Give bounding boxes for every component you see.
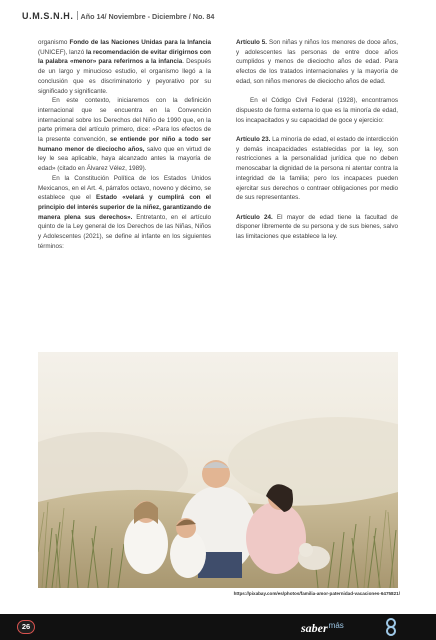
bold-run: Estado «velará y cumplirá con el principio del interés superior de la niñez, garantizando de manera plena sus derechos». [38, 194, 211, 221]
photo-credit: https://pixabay.com/es/photos/familia-amor-paternidad-vacaciones-6475821/ [233, 591, 400, 596]
text-run: (UNICEF), lanzó [38, 48, 86, 56]
family-photo [38, 352, 398, 588]
left-column [38, 38, 211, 251]
saber-mas-logo [301, 619, 411, 635]
left-paragraph-2 [38, 96, 211, 174]
article-24 [236, 213, 398, 242]
civil-code-paragraph: En el Código Civil Federal (1928), encontramos dispuesto de forma externa lo que es la minoría de edad, los incapacitados y su capacidad de goce y ejercicio: [236, 97, 398, 124]
right-column [236, 38, 398, 242]
article-5 [236, 38, 398, 87]
header-issue: Año 14/ Noviembre - Diciembre / No. 84 [80, 12, 215, 21]
spacer [236, 203, 398, 213]
text-run: En este contexto, iniciaremos con la definición internacional que se encuentra en la Convención internacional sobre los Derechos del Niño de 1990 que, en la parte primera del artículo primero, dice: «Para los efectos de la presente convención, [38, 97, 211, 144]
text-run: Entretanto, en el artículo quinto de la Ley general de los Derechos de las Niñas, Niños y Adolescentes (2021), se define al infante en los siguientes términos: [38, 213, 211, 250]
article-label: Artículo 23. [236, 136, 271, 143]
logo-saber: saber [301, 621, 328, 635]
left-paragraph-1 [38, 38, 211, 96]
logo-mas: más [328, 621, 344, 630]
family-photo-illustration [38, 352, 398, 588]
left-paragraph-3 [38, 174, 211, 252]
article-text: El mayor de edad tiene la facultad de disponer libremente de su persona y de sus bienes, salvo las limitaciones que establece la ley. [236, 213, 398, 241]
page-footer [0, 614, 436, 640]
article-23 [236, 135, 398, 203]
text-run: . Después de un largo y minucioso estudio, el organismo llegó a la conclusión que es discriminatorio y peyorativo por su significado y significante. [38, 58, 211, 95]
page-header [22, 11, 414, 25]
bold-run: Fondo de las Naciones Unidas para la Infancia [69, 39, 211, 46]
text-run: En la Constitución Política de los Estados Unidos Mexicanos, en el Art. 4, párrafos octavo, noveno y décimo, se establece que el [38, 174, 211, 202]
logo-mark-icon [383, 618, 399, 636]
bold-run: se entiende por niño a todo ser humano menor de dieciocho años, [38, 136, 211, 153]
text-run: salvo que en virtud de ley le sea aplicable, haya alcanzado antes la mayoría de edad» (citado en Álvarez Vélez, 1989). [38, 145, 212, 173]
header-separator [77, 11, 78, 20]
article-text: Son niñas y niños los menores de doce años, y adolescentes las personas de entre doce años cumplidos y menos de dieciocho años de edad. Para efectos de los tratados internacionales y la mayoría de edad, son niños menores de dieciocho años de edad. [236, 39, 398, 85]
article-label: Artículo 24. [236, 213, 273, 221]
spacer [236, 87, 398, 97]
header-brand: U.M.S.N.H. [22, 11, 74, 21]
article-text: La minoría de edad, el estado de interdicción y demás incapacidades establecidas por la ley, son restricciones a la personalidad jurídica que no deben menoscabar la dignidad de la persona ni atentar contra la integridad de la familia; pero los incapaces pueden ejercitar sus derechos o contraer obligaciones por medio de sus representantes. [236, 136, 398, 202]
spacer [236, 125, 398, 135]
text-run: organismo [38, 39, 70, 46]
article-label: Artículo 5. [236, 39, 268, 46]
bold-run: la recomendación de evitar dirigirnos con la palabra «menor» para referirnos a la infancia [38, 48, 211, 66]
page-number: 26 [17, 620, 35, 634]
